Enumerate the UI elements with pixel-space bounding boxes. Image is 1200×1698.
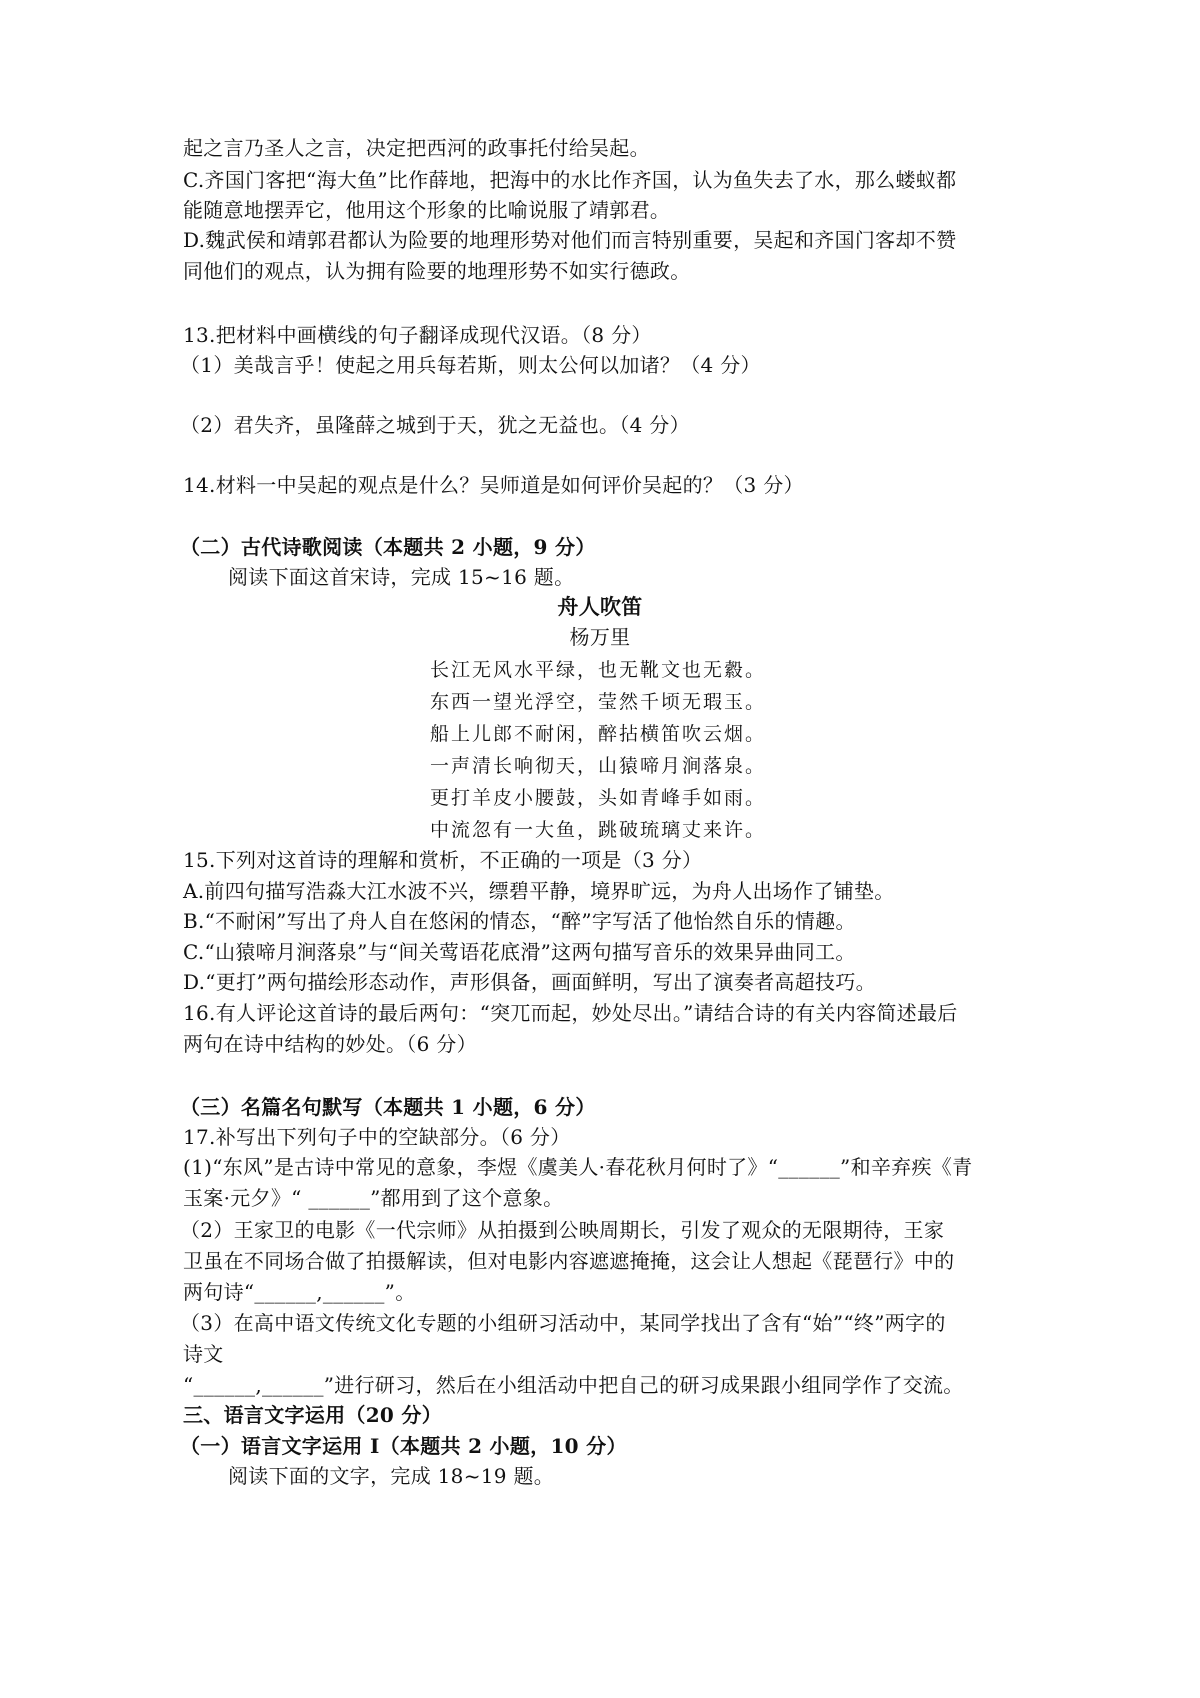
language-instruction: 阅读下面的文字，完成 18~19 题。 bbox=[228, 1464, 555, 1488]
poem-line: 船上儿郎不耐闲，醉拈横笛吹云烟。 bbox=[430, 723, 767, 745]
option-c-continued: 能随意地摆弄它，他用这个形象的比喻说服了靖郭君。 bbox=[183, 198, 671, 222]
poem-line: 一声清长响彻天，山猿啼月涧落泉。 bbox=[430, 755, 767, 777]
question-13: 13.把材料中画横线的句子翻译成现代汉语。（8 分） bbox=[183, 323, 652, 347]
poem-title: 舟人吹笛 bbox=[557, 594, 643, 619]
question-17-part-3: （3）在高中语文传统文化专题的小组研习活动中，某同学找出了含有“始”“终”两字的 bbox=[180, 1311, 946, 1335]
option-c: C.齐国门客把“海大鱼”比作薛地，把海中的水比作齐国，认为鱼失去了水，那么蝼蚁都 bbox=[183, 168, 957, 192]
poem-line: 东西一望光浮空，莹然千顷无瑕玉。 bbox=[430, 691, 767, 713]
question-15: 15.下列对这首诗的理解和赏析，不正确的一项是（3 分） bbox=[183, 848, 703, 872]
question-16-continued: 两句在诗中结构的妙处。（6 分） bbox=[183, 1032, 477, 1056]
option-d-continued: 同他们的观点，认为拥有险要的地理形势不如实行德政。 bbox=[183, 259, 691, 283]
question-15-option-b: B.“不耐闲”写出了舟人自在悠闲的情态，“醉”字写活了他怡然自乐的情趣。 bbox=[183, 909, 856, 933]
question-13-part-2: （2）君失齐，虽隆薛之城到于天，犹之无益也。（4 分） bbox=[180, 413, 690, 437]
section-language-heading: 三、语言文字运用（20 分） bbox=[183, 1403, 442, 1427]
option-b-continued: 起之言乃圣人之言，决定把西河的政事托付给吴起。 bbox=[183, 136, 650, 160]
section-poetry-heading: （二）古代诗歌阅读（本题共 2 小题，9 分） bbox=[180, 535, 596, 559]
question-17: 17.补写出下列句子中的空缺部分。（6 分） bbox=[183, 1125, 571, 1149]
question-17-part-3-continued: 诗文 bbox=[183, 1342, 224, 1366]
poetry-instruction: 阅读下面这首宋诗，完成 15~16 题。 bbox=[228, 565, 575, 589]
question-17-part-2: （2）王家卫的电影《一代宗师》从拍摄到公映周期长，引发了观众的无限期待，王家 bbox=[180, 1218, 945, 1242]
question-16: 16.有人评论这首诗的最后两句：“突兀而起，妙处尽出。”请结合诗的有关内容简述最后 bbox=[183, 1001, 958, 1025]
subsection-language-heading: （一）语言文字运用 I（本题共 2 小题，10 分） bbox=[180, 1434, 627, 1458]
question-17-part-2-continued: 卫虽在不同场合做了拍摄解读，但对电影内容遮遮掩掩，这会让人想起《琵琶行》中的 bbox=[183, 1249, 955, 1273]
poem-line: 长江无风水平绿，也无靴文也无縠。 bbox=[430, 659, 767, 681]
question-15-option-a: A.前四句描写浩淼大江水波不兴，缥碧平静，境界旷远，为舟人出场作了铺垫。 bbox=[183, 879, 895, 903]
question-13-part-1: （1）美哉言乎！使起之用兵每若斯，则太公何以加诸？（4 分） bbox=[180, 353, 761, 377]
poem-author: 杨万里 bbox=[569, 625, 631, 649]
question-15-option-d: D.“更打”两句描绘形态动作，声形俱备，画面鲜明，写出了演奏者高超技巧。 bbox=[183, 970, 876, 994]
question-17-part-3-end: “______,______”进行研习，然后在小组活动中把自己的研习成果跟小组同学作了交流。 bbox=[183, 1373, 964, 1397]
question-14: 14.材料一中吴起的观点是什么？吴师道是如何评价吴起的？（3 分） bbox=[183, 473, 804, 497]
option-d: D.魏武侯和靖郭君都认为险要的地理形势对他们而言特别重要，吴起和齐国门客却不赞 bbox=[183, 228, 957, 252]
question-17-part-2-end: 两句诗“______,______”。 bbox=[183, 1280, 416, 1304]
poem-line: 中流忽有一大鱼，跳破琉璃丈来许。 bbox=[430, 819, 767, 841]
section-recitation-heading: （三）名篇名句默写（本题共 1 小题，6 分） bbox=[180, 1095, 596, 1119]
question-17-part-1: (1)“东风”是古诗中常见的意象，李煜《虞美人·春花秋月何时了》“______”和辛弃疾《青 bbox=[183, 1155, 973, 1179]
question-15-option-c: C.“山猿啼月涧落泉”与“间关莺语花底滑”这两句描写音乐的效果异曲同工。 bbox=[183, 940, 856, 964]
poem-line: 更打羊皮小腰鼓，头如青峰手如雨。 bbox=[430, 787, 767, 809]
question-17-part-1-continued: 玉案·元夕》“ ______”都用到了这个意象。 bbox=[183, 1186, 564, 1210]
